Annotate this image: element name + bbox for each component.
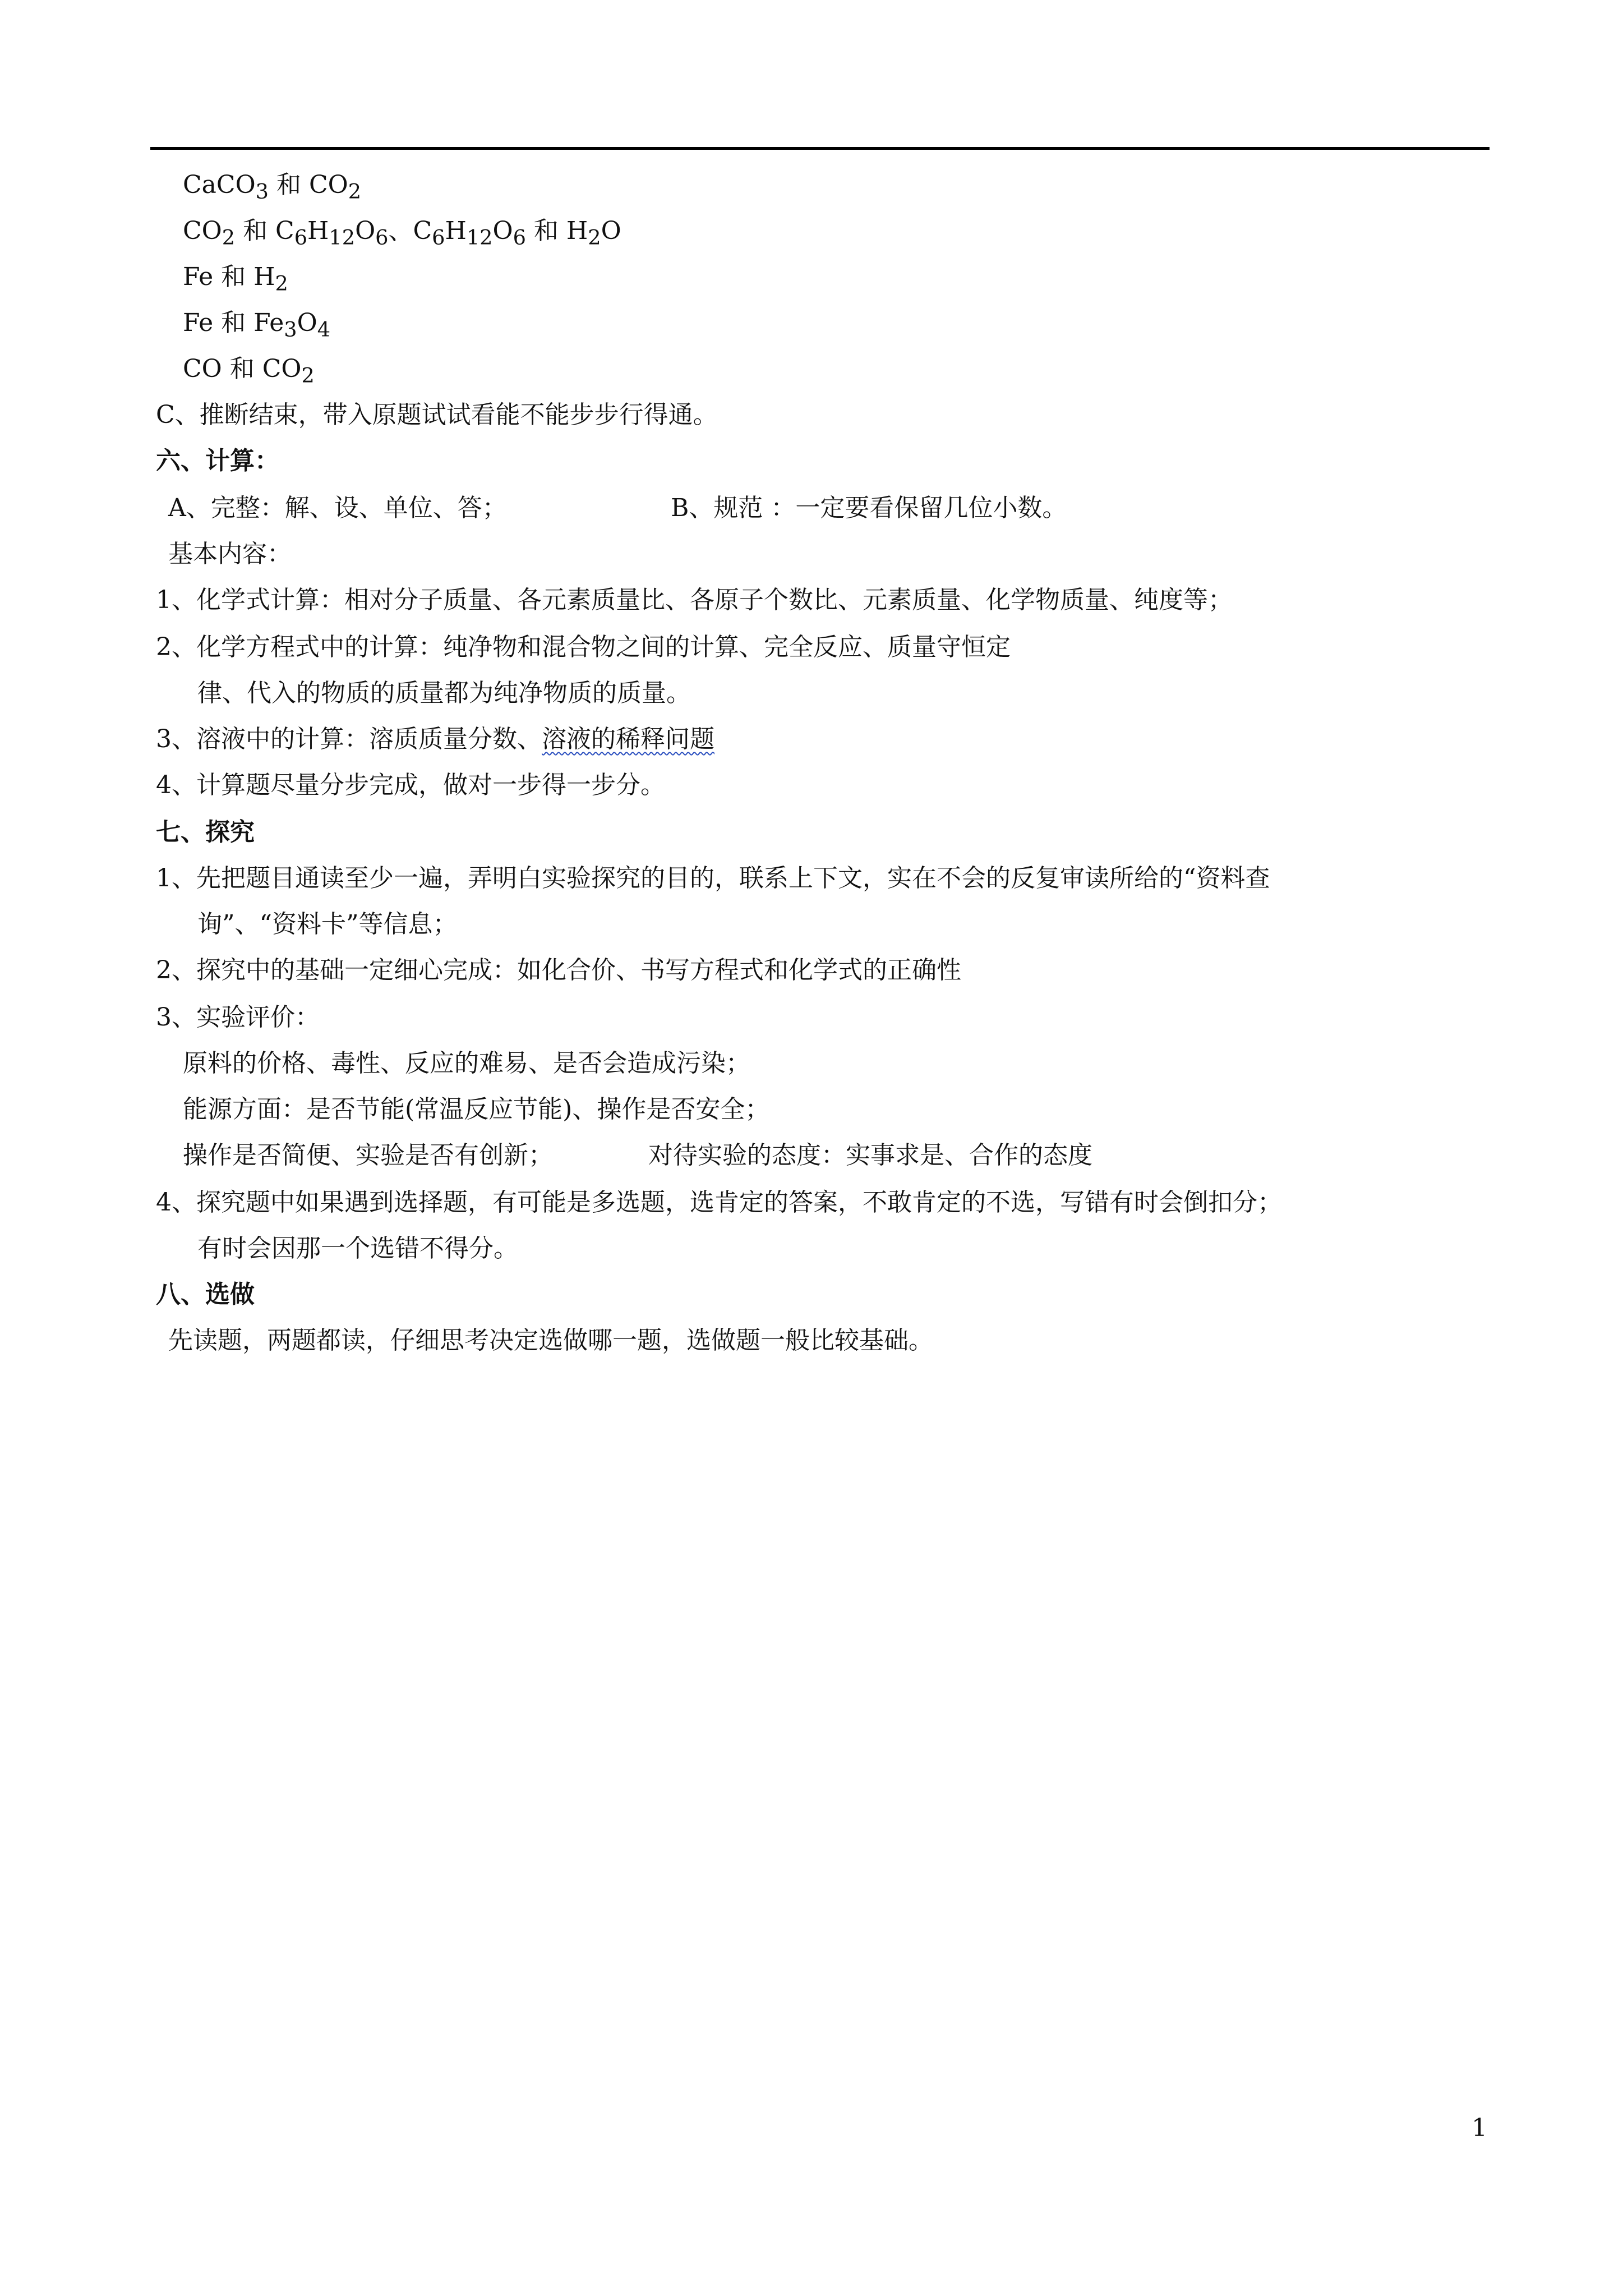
formula-line-fe-fe3o4: Fe 和 $Fe_3O_4$ <box>183 309 331 342</box>
formula-line-co-co2: CO 和 $CO_2$ <box>183 355 315 388</box>
calc-item-3: 3、溶液中的计算：溶质质量分数、溶液的稀释问题 <box>156 725 714 753</box>
formula-line-fe-h2: Fe 和 $H_2$ <box>183 263 288 296</box>
header-rule <box>150 147 1490 150</box>
wavy-underlined-phrase: 溶液的稀释问题 <box>542 725 714 753</box>
formula-line-co2-glucose: $CO_2$ 和 $C_6H_{12}O_6$、$C_6H_{12}O_6$ 和 $H_2O$ <box>183 217 621 250</box>
paragraph-c-inference: C、推断结束，带入原题试试看能不能步步行得通。 <box>156 401 718 429</box>
calc-rule-b: B、规范 ：一定要看保留几位小数。 <box>671 494 1067 522</box>
calc-item-2-continued: 律、代入的物质的质量都为纯净物质的质量。 <box>197 679 691 707</box>
calc-rule-a: A、完整：解、设、单位、答； <box>168 494 507 522</box>
basic-content-label: 基本内容： <box>168 540 292 568</box>
section-heading-optional: 八、选做 <box>156 1280 255 1309</box>
inquiry-item-4-continued: 有时会因那一个选错不得分。 <box>197 1234 518 1263</box>
formula-line-caco3-co2: CaCO$_3$ 和 $CO_2$ <box>183 171 362 204</box>
optional-guidance: 先读题，两题都读，仔细思考决定选做哪一题，选做题一般比较基础。 <box>168 1326 933 1355</box>
page-number: 1 <box>1472 2114 1487 2142</box>
evaluation-point-3: 操作是否简便、实验是否有创新； <box>183 1141 553 1170</box>
calc-item-1: 1、化学式计算：相对分子质量、各元素质量比、各原子个数比、元素质量、化学物质量、纯度等； <box>156 586 1233 614</box>
evaluation-point-2: 能源方面：是否节能(常温反应节能)、操作是否安全； <box>183 1095 770 1124</box>
calc-item-4: 4、计算题尽量分步完成，做对一步得一步分。 <box>156 771 665 799</box>
inquiry-item-1-continued: 询”、“资料卡”等信息； <box>197 910 458 938</box>
calc-item-2: 2、化学方程式中的计算：纯净物和混合物之间的计算、完全反应、质量守恒定 <box>156 633 1011 661</box>
section-heading-inquiry: 七、探究 <box>156 818 255 846</box>
section-heading-calculation: 六、计算： <box>156 447 279 475</box>
inquiry-item-1: 1、先把题目通读至少一遍，弄明白实验探究的目的，联系上下文，实在不会的反复审读所给的“资料查 <box>156 864 1270 892</box>
inquiry-item-2: 2、探究中的基础一定细心完成：如化合价、书写方程式和化学式的正确性 <box>156 956 961 984</box>
evaluation-point-1: 原料的价格、毒性、反应的难易、是否会造成污染； <box>183 1049 750 1078</box>
inquiry-item-3: 3、实验评价： <box>156 1003 320 1032</box>
evaluation-point-4: 对待实验的态度：实事求是、合作的态度 <box>648 1141 1092 1170</box>
inquiry-item-4: 4、探究题中如果遇到选择题，有可能是多选题，选肯定的答案，不敢肯定的不选，写错有时会倒扣分； <box>156 1188 1282 1217</box>
